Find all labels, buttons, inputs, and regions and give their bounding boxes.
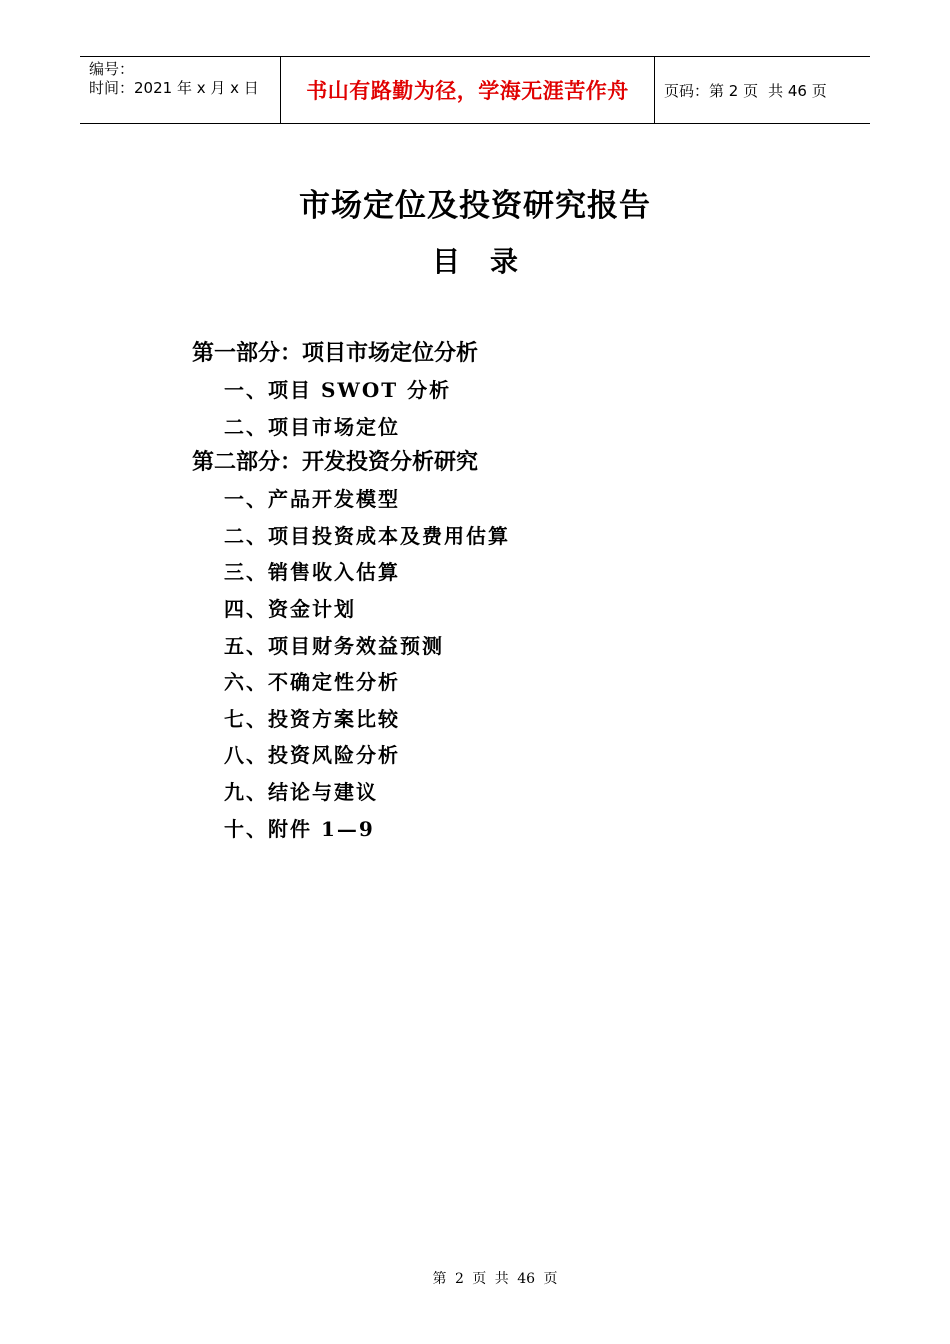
toc-heading-char-2: 录 — [490, 245, 519, 278]
toc-item[interactable]: 一、项目 SWOT 分析 — [224, 378, 452, 402]
toc-item[interactable]: 一、产品开发模型 — [224, 487, 400, 512]
page-header-table — [80, 56, 870, 124]
toc-item[interactable]: 八、投资风险分析 — [224, 743, 400, 768]
page-total: 共 46 页 — [768, 81, 827, 100]
toc-item[interactable]: 九、结论与建议 — [224, 779, 378, 804]
header-info-cell — [80, 57, 281, 123]
toc-item[interactable]: 三、销售收入估算 — [224, 560, 400, 585]
header-motto: 书山有路勤为径，学海无涯苦作舟 — [281, 57, 655, 123]
number-label: 编号： — [89, 60, 135, 78]
header-page-cell — [655, 57, 870, 123]
toc-heading — [0, 240, 950, 280]
time-label: 时间：2021 年 x 月 x 日 — [89, 79, 259, 97]
toc-part-1[interactable]: 第一部分：项目市场定位分析 — [192, 341, 479, 366]
toc-item[interactable]: 六、不确定性分析 — [224, 670, 400, 695]
table-of-contents — [192, 336, 792, 847]
toc-item[interactable]: 七、投资方案比较 — [224, 706, 400, 731]
page-code: 页码：第 2 页 — [664, 81, 759, 100]
toc-item[interactable]: 二、项目市场定位 — [224, 414, 400, 439]
toc-item[interactable]: 十、附件 1—9 — [224, 816, 375, 841]
toc-item[interactable]: 二、项目投资成本及费用估算 — [224, 523, 510, 548]
document-title: 市场定位及投资研究报告 — [299, 188, 651, 224]
toc-item[interactable]: 四、资金计划 — [224, 596, 356, 621]
toc-part-2[interactable]: 第二部分：开发投资分析研究 — [192, 450, 479, 476]
page-footer: 第 2 页 共 46 页 — [432, 1271, 558, 1287]
toc-item[interactable]: 五、项目财务效益预测 — [224, 633, 444, 658]
toc-heading-char-1: 目 — [431, 245, 460, 278]
